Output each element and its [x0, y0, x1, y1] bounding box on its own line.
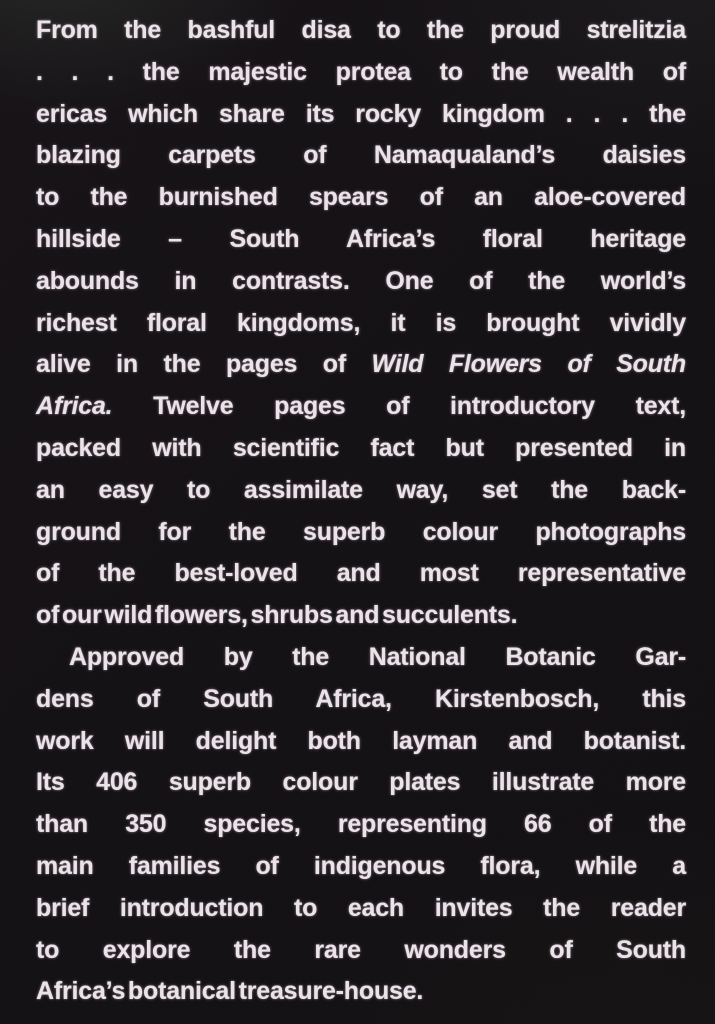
blurb-text-segment: blazing carpets of Namaqualand’s daisies — [36, 141, 686, 170]
blurb-line-p2-4 — [36, 762, 686, 804]
blurb-line-p1-10 — [36, 386, 686, 428]
blurb-text-segment: an easy to assimilate way, set the back- — [36, 475, 686, 504]
blurb-text-segment: packed with scientific fact but presented in — [36, 433, 686, 462]
blurb-line-p1-7 — [36, 261, 686, 303]
blurb-line-p2-8 — [36, 930, 686, 972]
blurb-line-p1-11 — [36, 428, 686, 470]
blurb-text-segment: dens of South Africa, Kirstenbosch, this — [36, 684, 686, 713]
blurb-text-segment: From the bashful disa to the proud strelitzia — [36, 16, 686, 44]
blurb-text-segment: main families of indigenous flora, while a — [36, 851, 686, 880]
blurb-text-segment: of our wild flowers, shrubs and succulents. — [36, 601, 518, 630]
blurb-text-segment: Its 406 superb colour plates illustrate more — [36, 768, 686, 797]
blurb-line-p1-8 — [36, 303, 686, 345]
blurb-text-segment: Approved by the National Botanic Gar- — [69, 642, 686, 671]
blurb-text-segment: richest floral kingdoms, it is brought vividly — [36, 308, 686, 337]
blurb-text-block — [36, 10, 686, 1013]
blurb-text-segment: ground for the superb colour photographs — [36, 517, 686, 546]
blurb-text-segment: to the burnished spears of an aloe-covered — [36, 183, 686, 212]
blurb-text-segment: than 350 species, representing 66 of the — [36, 810, 686, 839]
blurb-text-segment: ericas which share its rocky kingdom . . . the — [36, 99, 686, 128]
book-title-italic: Africa. — [36, 392, 113, 421]
blurb-line-p1-13 — [36, 512, 686, 554]
blurb-line-p1-2 — [36, 52, 686, 94]
blurb-line-p1-5 — [36, 177, 686, 219]
blurb-line-p1-14 — [36, 553, 686, 595]
blurb-line-p1-9 — [36, 344, 686, 386]
blurb-text-segment: Africa’s botanical treasure-house. — [36, 977, 424, 1006]
blurb-text-segment: to explore the rare wonders of South — [36, 935, 686, 964]
blurb-line-p1-12 — [36, 470, 686, 512]
blurb-line-p2-6 — [36, 846, 686, 888]
blurb-line-p1-1 — [36, 10, 686, 52]
blurb-text-segment: . . . the majestic protea to the wealth of — [36, 57, 686, 86]
blurb-text-segment: work will delight both layman and botanist. — [36, 726, 686, 755]
blurb-line-p2-5 — [36, 804, 686, 846]
blurb-line-p1-4 — [36, 135, 686, 177]
blurb-line-p2-1 — [36, 637, 686, 679]
blurb-text-segment: alive in the pages of — [36, 350, 372, 379]
blurb-line-p2-3 — [36, 721, 686, 763]
blurb-line-p1-3 — [36, 94, 686, 136]
blurb-line-p2-9 — [36, 971, 686, 1013]
blurb-line-p2-2 — [36, 679, 686, 721]
blurb-text-segment: Twelve pages of introductory text, — [112, 392, 686, 421]
blurb-line-p1-15 — [36, 595, 686, 637]
blurb-text-segment: abounds in contrasts. One of the world’s — [36, 266, 686, 295]
blurb-line-p1-6 — [36, 219, 686, 261]
blurb-text-segment: brief introduction to each invites the reader — [36, 893, 686, 922]
blurb-text-segment: of the best-loved and most representative — [36, 559, 686, 588]
blurb-line-p2-7 — [36, 888, 686, 930]
book-title-italic: Wild Flowers of South — [371, 350, 687, 379]
blurb-text-segment: hillside – South Africa’s floral heritage — [36, 224, 686, 253]
